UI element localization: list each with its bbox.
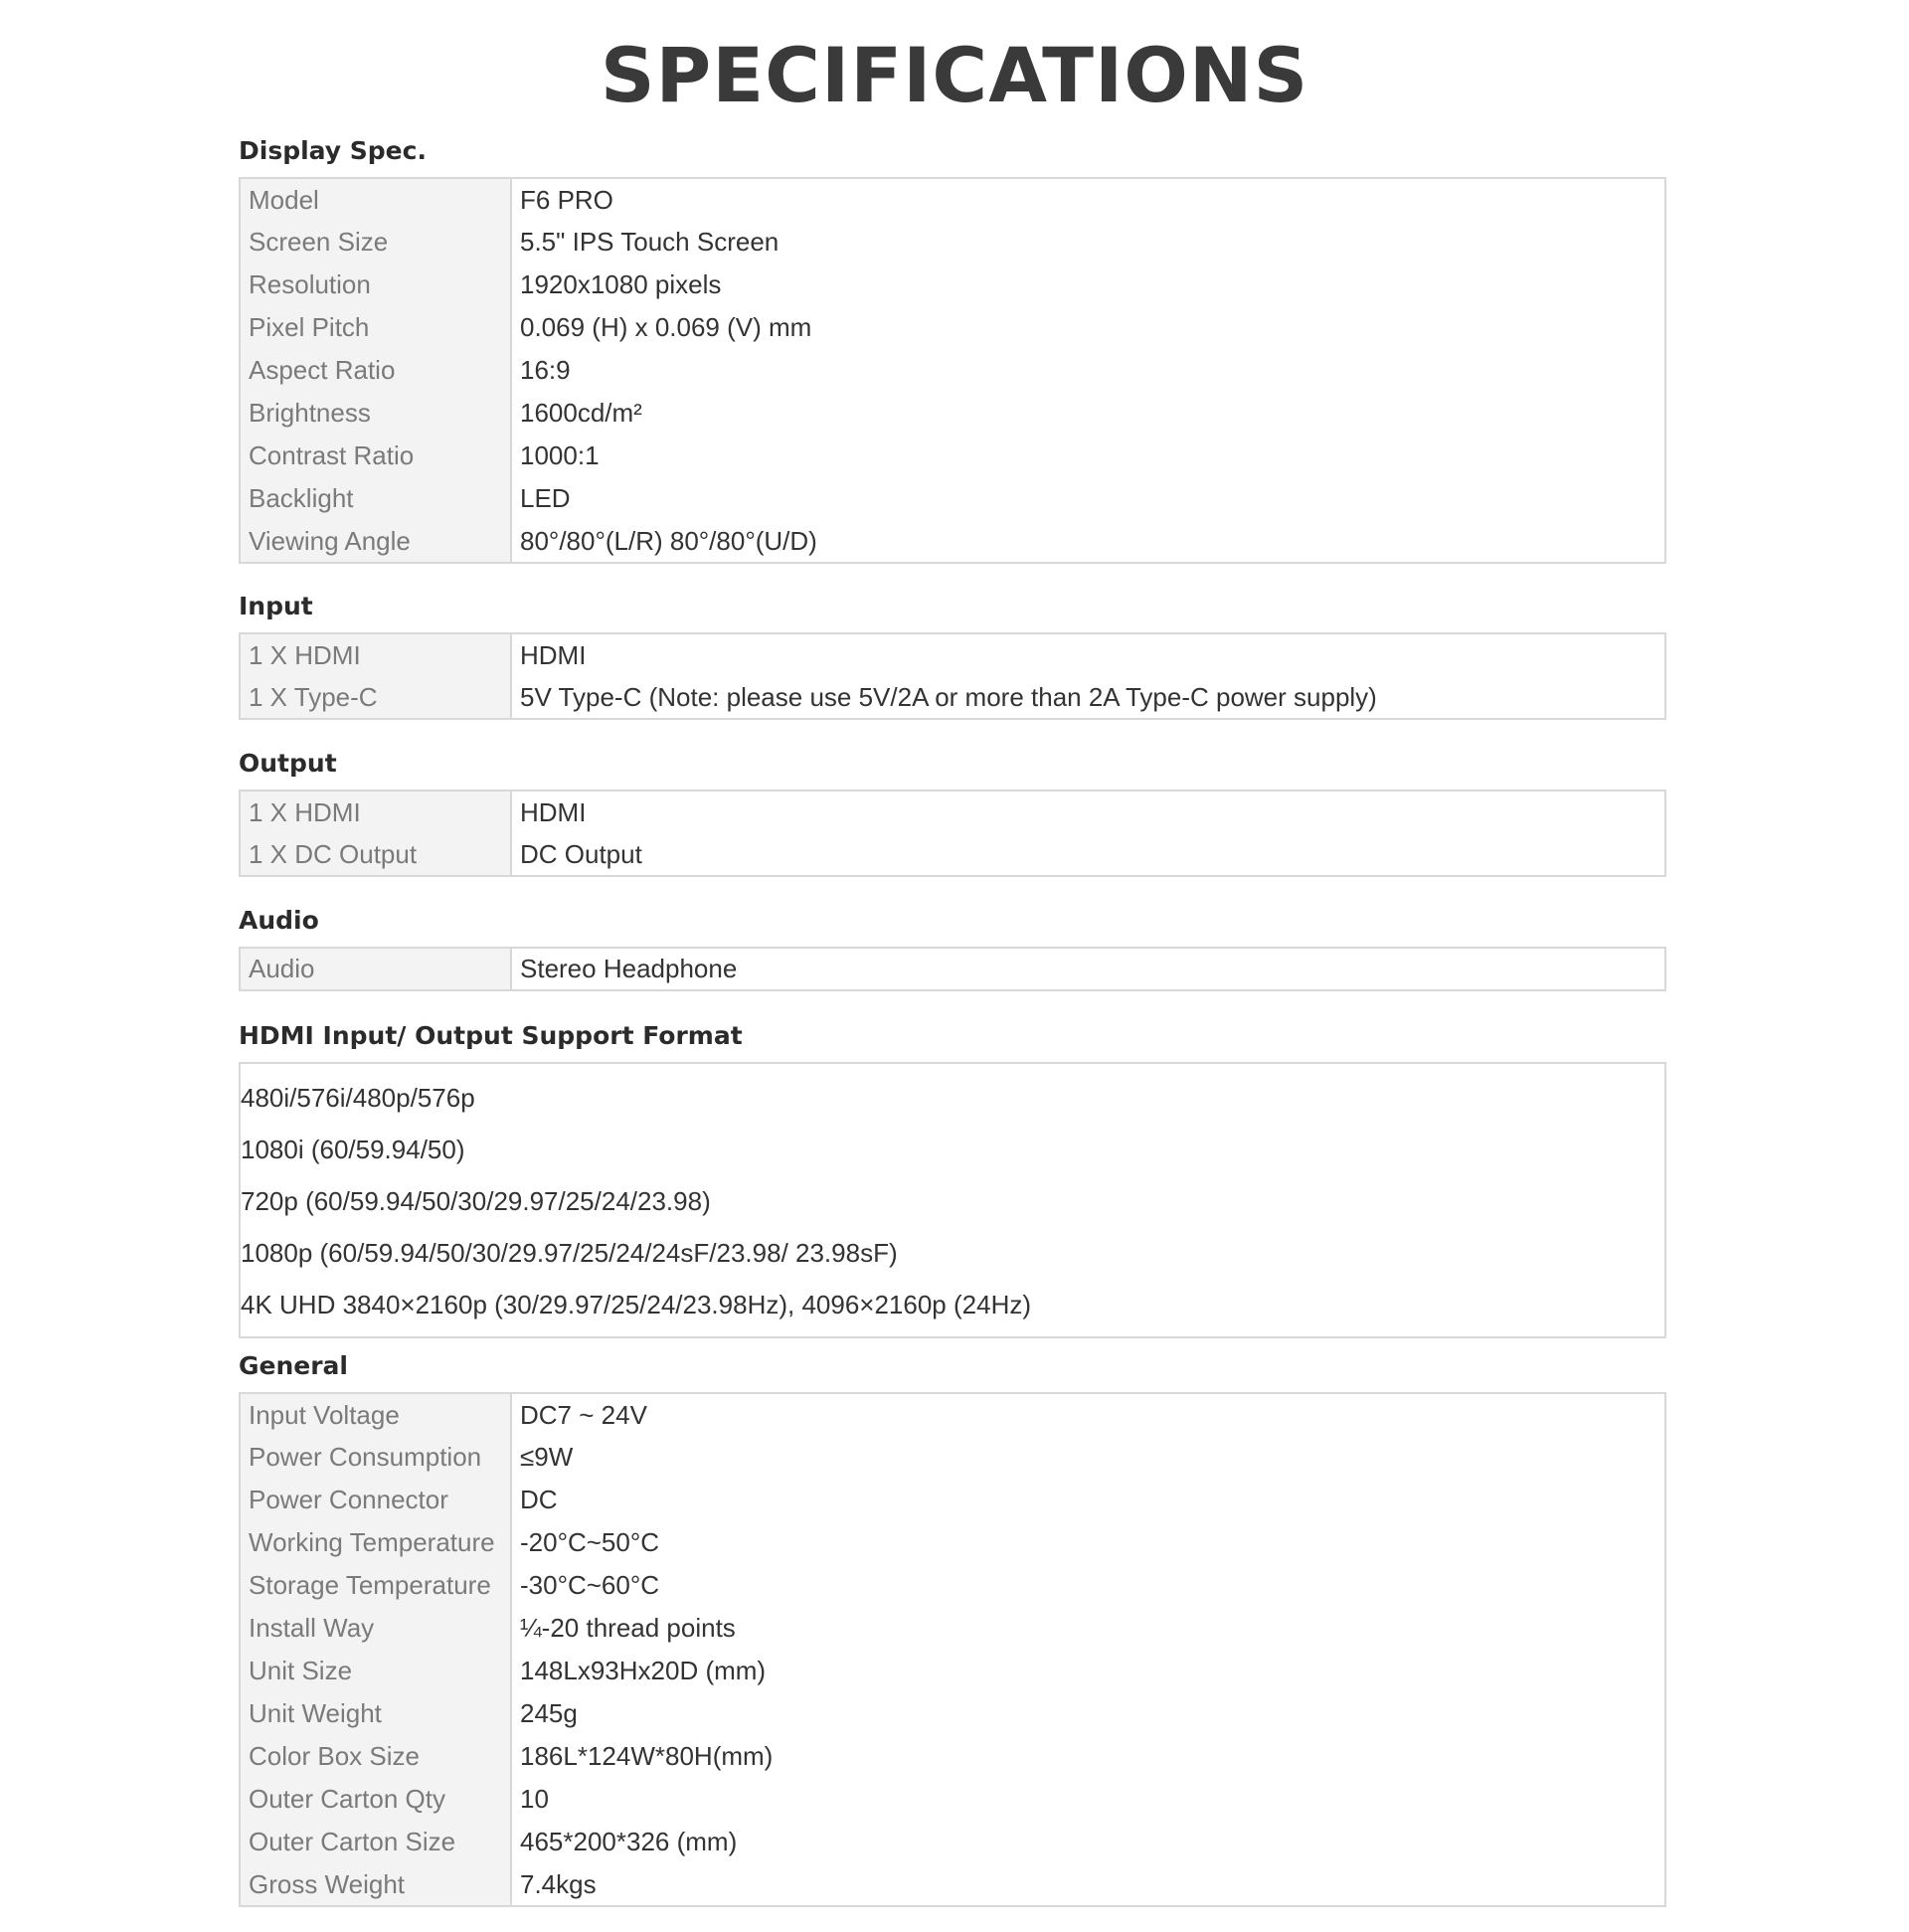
- spec-row: [240, 1521, 1665, 1564]
- spec-row: [240, 221, 1665, 263]
- spec-value: 1600cd/m²: [520, 398, 642, 428]
- spec-label: Screen Size: [240, 221, 511, 263]
- spec-label: Input Voltage: [240, 1393, 511, 1436]
- spec-label: Gross Weight: [240, 1863, 511, 1906]
- spec-row: [240, 263, 1665, 306]
- spec-row: [240, 1393, 1665, 1436]
- spec-label: Outer Carton Qty: [240, 1778, 511, 1821]
- spec-value: 465*200*326 (mm): [520, 1827, 738, 1856]
- spec-value: F6 PRO: [520, 184, 613, 215]
- spec-row: [240, 833, 1665, 876]
- spec-label: Resolution: [240, 263, 511, 306]
- general-section: [239, 1351, 1666, 1907]
- spec-label: Contrast Ratio: [240, 435, 511, 477]
- spec-label: Power Connector: [240, 1479, 511, 1521]
- spec-label: Pixel Pitch: [240, 306, 511, 349]
- section-heading: Output: [239, 749, 337, 778]
- spec-value: ≤9W: [520, 1442, 574, 1472]
- spec-label: Model: [240, 178, 511, 221]
- spec-value: 5.5" IPS Touch Screen: [520, 227, 780, 257]
- section-heading: Display Spec.: [239, 136, 427, 165]
- spec-row: [240, 1607, 1665, 1650]
- spec-value: 1000:1: [520, 440, 600, 470]
- spec-row: [240, 1564, 1665, 1607]
- input-table: [239, 632, 1666, 720]
- spec-row: [240, 1479, 1665, 1521]
- display-spec-table: [239, 177, 1666, 564]
- audio-table: [239, 947, 1666, 991]
- format-line: 480i/576i/480p/576p: [241, 1083, 475, 1113]
- spec-label: Working Temperature: [240, 1521, 511, 1564]
- spec-label: Brightness: [240, 392, 511, 435]
- spec-value: LED: [520, 483, 571, 513]
- general-table: [239, 1392, 1666, 1907]
- spec-label: Storage Temperature: [240, 1564, 511, 1607]
- spec-value: 7.4kgs: [520, 1868, 597, 1899]
- spec-value: 186L*124W*80H(mm): [520, 1741, 774, 1771]
- spec-row: [240, 1863, 1665, 1906]
- spec-value: DC Output: [520, 838, 642, 869]
- spec-value: 148Lx93Hx20D (mm): [520, 1656, 767, 1685]
- spec-label: 1 X HDMI: [240, 633, 511, 676]
- spec-value: 16:9: [520, 355, 571, 385]
- format-line: 1080i (60/59.94/50): [241, 1135, 465, 1164]
- spec-value: HDMI: [520, 639, 587, 670]
- spec-row: [240, 1692, 1665, 1735]
- spec-row: [240, 633, 1665, 676]
- spec-value: 1920x1080 pixels: [520, 269, 722, 299]
- input-section: [239, 592, 1666, 720]
- spec-value: ¼-20 thread points: [520, 1613, 736, 1643]
- spec-value: 0.069 (H) x 0.069 (V) mm: [520, 312, 812, 342]
- spec-row: [240, 392, 1665, 435]
- spec-row: [240, 1778, 1665, 1821]
- spec-row: [240, 790, 1665, 833]
- spec-label: Viewing Angle: [240, 520, 511, 563]
- spec-value: Stereo Headphone: [520, 954, 738, 983]
- spec-value: 5V Type-C (Note: please use 5V/2A or more than 2A Type-C power supply): [520, 681, 1377, 712]
- audio-section: [239, 906, 1666, 991]
- section-heading: Audio: [239, 906, 319, 935]
- spec-label: Power Consumption: [240, 1436, 511, 1479]
- spec-label: Unit Weight: [240, 1692, 511, 1735]
- spec-value: -20°C~50°C: [520, 1527, 660, 1557]
- section-heading: Input: [239, 592, 313, 620]
- spec-label: Audio: [240, 948, 511, 990]
- hdmi-format-section: [239, 1021, 1666, 1338]
- spec-label: Backlight: [240, 477, 511, 520]
- spec-label: 1 X DC Output: [240, 833, 511, 876]
- spec-label: Color Box Size: [240, 1735, 511, 1778]
- spec-row: [240, 349, 1665, 392]
- output-table: [239, 790, 1666, 877]
- spec-value: 10: [520, 1784, 549, 1814]
- spec-label: Outer Carton Size: [240, 1821, 511, 1863]
- format-line: 4K UHD 3840×2160p (30/29.97/25/24/23.98Hz), 4096×2160p (24Hz): [241, 1290, 1032, 1319]
- spec-value: 245g: [520, 1698, 578, 1728]
- spec-label: Unit Size: [240, 1650, 511, 1692]
- spec-value: -30°C~60°C: [520, 1570, 660, 1600]
- spec-row: [240, 676, 1665, 719]
- spec-value: HDMI: [520, 796, 587, 827]
- format-line: 720p (60/59.94/50/30/29.97/25/24/23.98): [241, 1186, 711, 1216]
- spec-label: 1 X HDMI: [240, 790, 511, 833]
- spec-row: [240, 477, 1665, 520]
- display-spec-section: [239, 136, 1666, 564]
- spec-row: [240, 520, 1665, 563]
- spec-row: [240, 435, 1665, 477]
- spec-row: [240, 306, 1665, 349]
- spec-row: [240, 1735, 1665, 1778]
- format-line: 1080p (60/59.94/50/30/29.97/25/24/24sF/23.98/ 23.98sF): [241, 1238, 898, 1268]
- output-section: [239, 749, 1666, 877]
- spec-row: [240, 1821, 1665, 1863]
- spec-value: DC7 ~ 24V: [520, 1399, 647, 1430]
- spec-row: [240, 948, 1665, 990]
- spec-label: Install Way: [240, 1607, 511, 1650]
- section-heading: HDMI Input/ Output Support Format: [239, 1021, 743, 1050]
- spec-value: DC: [520, 1485, 558, 1514]
- spec-label: Aspect Ratio: [240, 349, 511, 392]
- page-title: SPECIFICATIONS: [600, 31, 1309, 119]
- spec-row: [240, 178, 1665, 221]
- hdmi-format-list: [239, 1062, 1666, 1338]
- section-heading: General: [239, 1351, 348, 1380]
- spec-row: [240, 1650, 1665, 1692]
- spec-value: 80°/80°(L/R) 80°/80°(U/D): [520, 525, 817, 556]
- spec-label: 1 X Type-C: [240, 676, 511, 719]
- spec-row: [240, 1436, 1665, 1479]
